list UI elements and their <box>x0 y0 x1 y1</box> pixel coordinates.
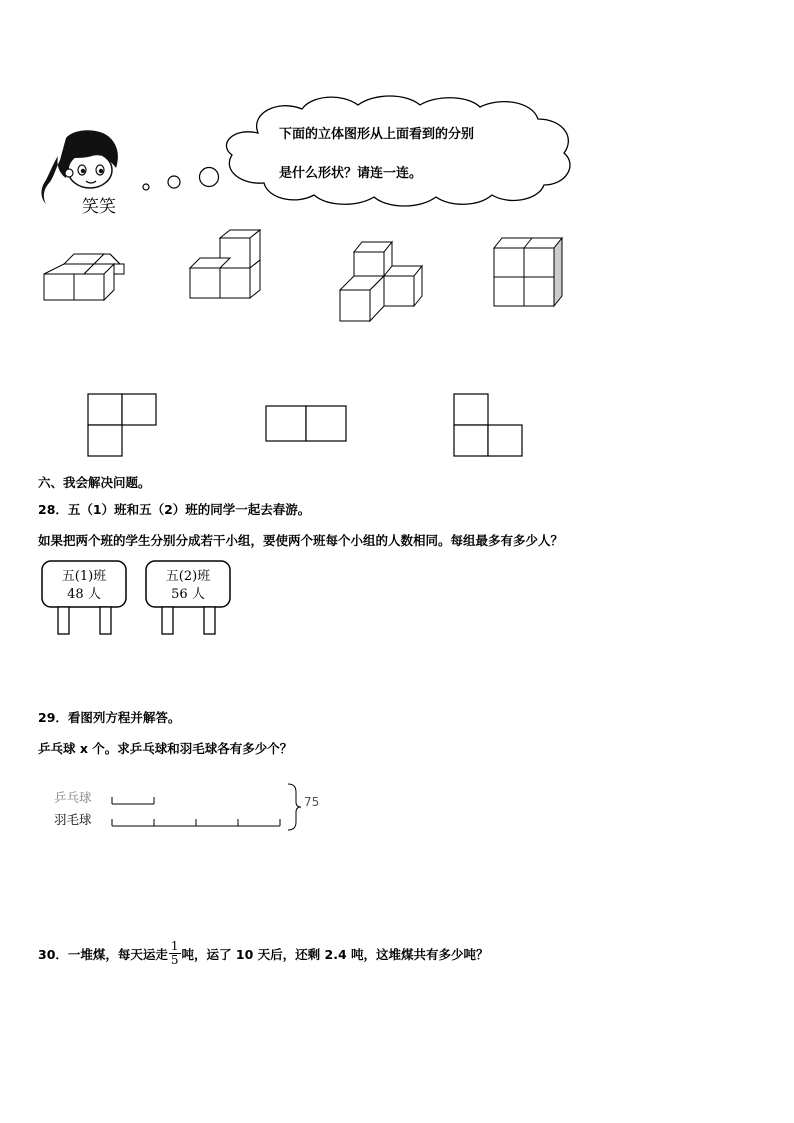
solid-figure-4 <box>490 236 570 308</box>
class-sign-2-label: 五(2)班 <box>165 569 211 584</box>
q28-title: 28．五（1）班和五（2）班的同学一起去春游。 <box>38 502 311 517</box>
top-view-shape-1 <box>86 392 158 458</box>
q30-text-after: 吨，运了 10 天后，还剩 2.4 吨，这堆煤共有多少吨？ <box>181 946 489 962</box>
class-sign-1-label: 五(1)班 <box>61 569 107 584</box>
section-six-title: 六、我会解决问题。 <box>38 475 151 490</box>
label-badminton: 羽毛球 <box>54 812 92 827</box>
q30-fraction-numerator: 1 <box>170 939 179 953</box>
q29-body: 乒乓球 x 个。求乒乓球和羽毛球各有多少个？ <box>38 741 293 756</box>
solid-figure-3 <box>336 236 428 326</box>
segment-diagram <box>50 780 340 832</box>
class-sign-1 <box>40 560 130 636</box>
q30-fraction-denominator: 5 <box>170 953 179 967</box>
q29-title: 29．看图列方程并解答。 <box>38 710 181 725</box>
label-pingpong: 乒乓球 <box>54 790 92 805</box>
q30-fraction <box>169 940 181 967</box>
class-sign-2 <box>144 560 234 636</box>
class-sign-1-count: 48 人 <box>67 587 101 602</box>
speech-bubble-cloud <box>216 93 580 209</box>
top-view-shape-2 <box>264 404 348 444</box>
class-sign-2-count: 56 人 <box>171 587 205 602</box>
solid-figure-1 <box>40 244 124 304</box>
pingpong-segment <box>112 797 154 804</box>
q28-body: 如果把两个班的学生分别分成若干小组，要使两个班每个小组的人数相同。每组最多有多少人？ <box>38 533 564 548</box>
character-name: 笑笑 <box>82 197 116 217</box>
thought-dots <box>138 164 222 194</box>
speech-bubble-line2: 是什么形状？请连一连。 <box>279 166 423 181</box>
q30-line <box>38 940 489 967</box>
q30-text-before: 30．一堆煤，每天运走 <box>38 946 168 962</box>
total-brace <box>288 784 301 830</box>
top-view-shape-3 <box>452 392 526 458</box>
badminton-segment <box>112 819 280 826</box>
total-value: 75 <box>304 795 320 809</box>
solid-figure-2 <box>186 226 266 304</box>
speech-bubble-line1: 下面的立体图形从上面看到的分别 <box>279 127 475 142</box>
